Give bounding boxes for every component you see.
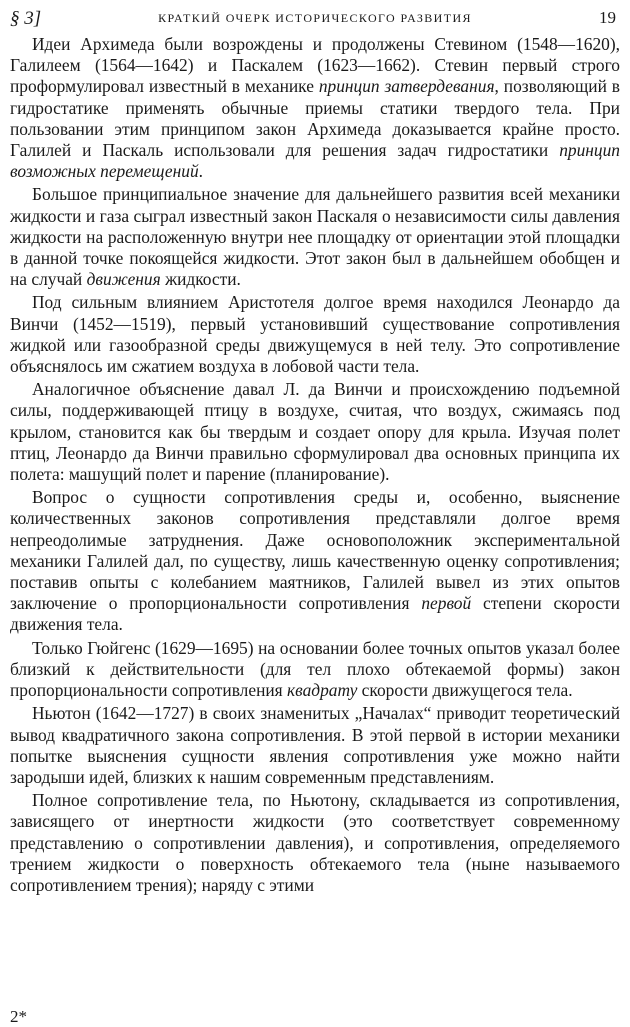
emphasis-text: движения	[86, 269, 161, 290]
text-run: скорости движущегося тела.	[357, 680, 573, 701]
text-run: Полное сопротивление тела, по Ньютону, складывается из сопротивления, зависящего от инертности жидкости (это соответствует современному представлению о сопротивлении давления), и сопротивления, определяемого трением жидкости о поверхность обтекаемого тела (ныне называемого сопротивлением трения); наряду с этими	[10, 790, 620, 895]
paragraph	[10, 292, 620, 377]
running-title: КРАТКИЙ ОЧЕРК ИСТОРИЧЕСКОГО РАЗВИТИЯ	[158, 11, 472, 25]
emphasis-text: квадрату	[287, 680, 358, 701]
text-run: Ньютон (1642—1727) в своих знаменитых „Началах“ приводит теоретический вывод квадратичного закона сопротивления. В этой первой в истории механики попытке выяснения сущности явления сопротивления уже можно найти зародыши идей, близких к нашим современным представлениям.	[10, 703, 620, 787]
page	[10, 8, 620, 1018]
paragraph	[10, 638, 620, 702]
section-marker: § 3]	[10, 8, 42, 29]
text-run: Под сильным влиянием Аристотеля долгое время находился Леонардо да Винчи (1452—1519), первый установивший существование сопротивления жидкой или газообразной среды движущемуся в ней телу. Это сопротивление объяснялось им сжатием воздуха в лобовой части тела.	[10, 292, 620, 377]
page-number: 19	[599, 8, 616, 27]
text-run: степени скорости движения тела.	[10, 593, 620, 635]
body-text	[10, 34, 620, 896]
signature-mark: 2*	[10, 1007, 27, 1026]
emphasis-text: первой	[421, 593, 472, 614]
paragraph	[10, 184, 620, 290]
emphasis-text: принцип затвердевания	[318, 76, 495, 97]
text-run: , позволяющий в гидростатике применять обычные приемы статики твердого тела. При пользовании этим принципом закон Архимеда доказывается крайне просто. Галилей и Паскаль использовали для решения задач гидростатики	[10, 76, 620, 161]
text-run: Идеи Архимеда были возрождены и продолжены Стевином (1548—1620), Галилеем (1564—1642) и Паскалем (1623—1662). Стевин первый строго проформулировал известный в механике	[10, 34, 620, 97]
text-run: .	[198, 161, 204, 182]
paragraph	[10, 379, 620, 485]
paragraph	[10, 703, 620, 788]
paragraph	[10, 487, 620, 635]
text-run: жидкости.	[160, 269, 241, 290]
emphasis-text: принцип возможных перемещений	[10, 140, 620, 182]
running-header	[10, 8, 620, 34]
text-run: Только Гюйгенс (1629—1695) на основании более точных опытов указал более близкий к действительности (для тел плохо обтекаемой формы) закон пропорциональности сопротивления	[10, 637, 620, 701]
text-run: Аналогичное объяснение давал Л. да Винчи и происхождению подъемной силы, поддерживающей птицу в воздухе, считая, что воздух, сжимаясь под крылом, становится как бы твердым и создает опору для крыла. Изучая полет птиц, Леонардо да Винчи правильно сформулировал два основных принципа их полета: машущий полет и парение (планирование).	[10, 379, 620, 485]
paragraph	[10, 790, 620, 896]
text-run: Вопрос о сущности сопротивления среды и, особенно, выяснение количественных законов сопротивления представляли долгое время непреодолимые затруднения. Даже основоположник экспериментальной механики Галилей дал, по существу, лишь качественную оценку сопротивления; поставив опыты с колебанием маятников, Галилей вывел из этих опытов заключение о пропорциональности сопротивления	[10, 487, 620, 614]
paragraph	[10, 34, 620, 182]
text-run: Большое принципиальное значение для дальнейшего развития всей механики жидкости и газа сыграл известный закон Паскаля о независимости силы давления жидкости на расположенную внутри нее площадку от ориентации этой площадки в данной точке покоящейся жидкости. Этот закон был в дальнейшем обобщен и на случай	[10, 184, 620, 290]
